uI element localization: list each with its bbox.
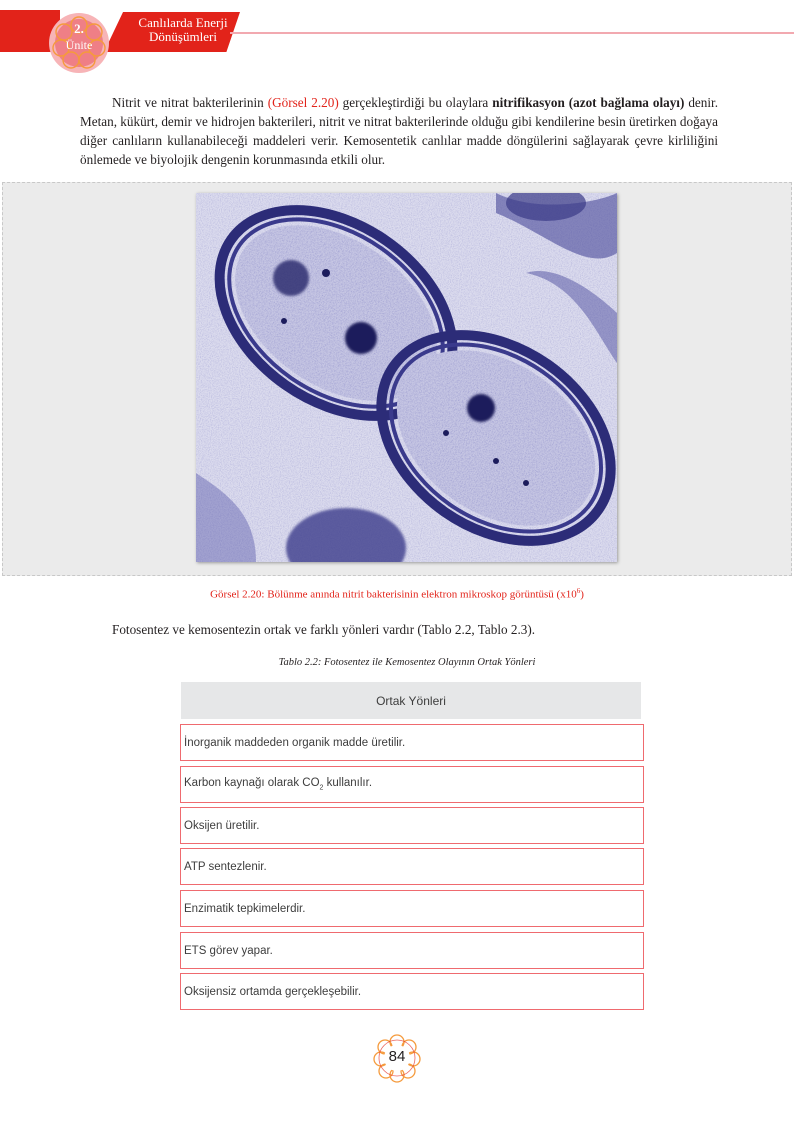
page-number: 84 [388,1048,406,1065]
figure-caption-text: Görsel 2.20: Bölünme anında nitrit bakterisinin elektron mikroskop görüntüsü (x10 [210,588,577,601]
table-cell [184,777,372,791]
figure-caption-end: ) [580,588,584,601]
intro-paragraph [80,93,718,169]
table-row [180,807,644,844]
para-text-1: Nitrit ve nitrat bakterilerinin [112,95,268,110]
table-cell: Oksijen üretilir. [184,819,260,832]
unit-label: Ünite [65,38,93,52]
co2-subscript: 2 [319,784,324,792]
table-row [180,932,644,969]
table-caption: Tablo 2.2: Fotosentez ile Kemosentez Olayının Ortak Yönleri [278,657,536,668]
figure-caption-exponent: 6 [576,587,581,595]
table-row [180,973,644,1010]
para-text-3: denir. Metan, kükürt, demir ve hidrojen bakterileri, nitrit ve nitrat bakterilerinde olduğu gibi kendilerine besin üretirken doğaya diğer canlıların kullanabileceği maddeleri verir. Kemosentetik canlılar madde döngülerini sağlayarak çevre kirliliğini önlemede ve biyolojik dengenin korunmasında etkili olur. [80,95,718,167]
table-cell: İnorganik maddeden organik madde üretilir. [184,736,406,749]
table-cell-text-end: kullanılır. [323,777,373,790]
table-row [180,848,644,885]
key-term: nitrifikasyon (azot bağlama olayı) [492,95,685,110]
table-cell: Enzimatik tepkimelerdir. [184,902,306,915]
table-cell: ETS görev yapar. [184,944,273,957]
bacteria-micrograph-image [196,193,617,562]
table-cell: ATP sentezlenir. [184,860,267,873]
header-rule [230,32,794,34]
chapter-title-line1: Canlılarda Enerji [138,15,228,30]
table-header: Ortak Yönleri [181,682,641,719]
figure-caption [0,587,794,601]
comparison-paragraph: Fotosentez ve kemosentezin ortak ve farklı yönleri vardır (Tablo 2.2, Tablo 2.3). [112,622,536,637]
table-row [180,890,644,927]
table-row [180,724,644,761]
chapter-title-line2: Dönüşümleri [149,29,217,44]
unit-number: 2. [74,21,84,36]
table-cell-text: Karbon kaynağı olarak CO [184,777,320,790]
chapter-title [128,16,238,44]
para-text-2: gerçekleştirdiği bu olaylara [338,95,493,110]
table-cell: Oksijensiz ortamda gerçekleşebilir. [184,985,362,998]
table-row [180,766,644,803]
figure-reference: (Görsel 2.20) [267,95,339,110]
